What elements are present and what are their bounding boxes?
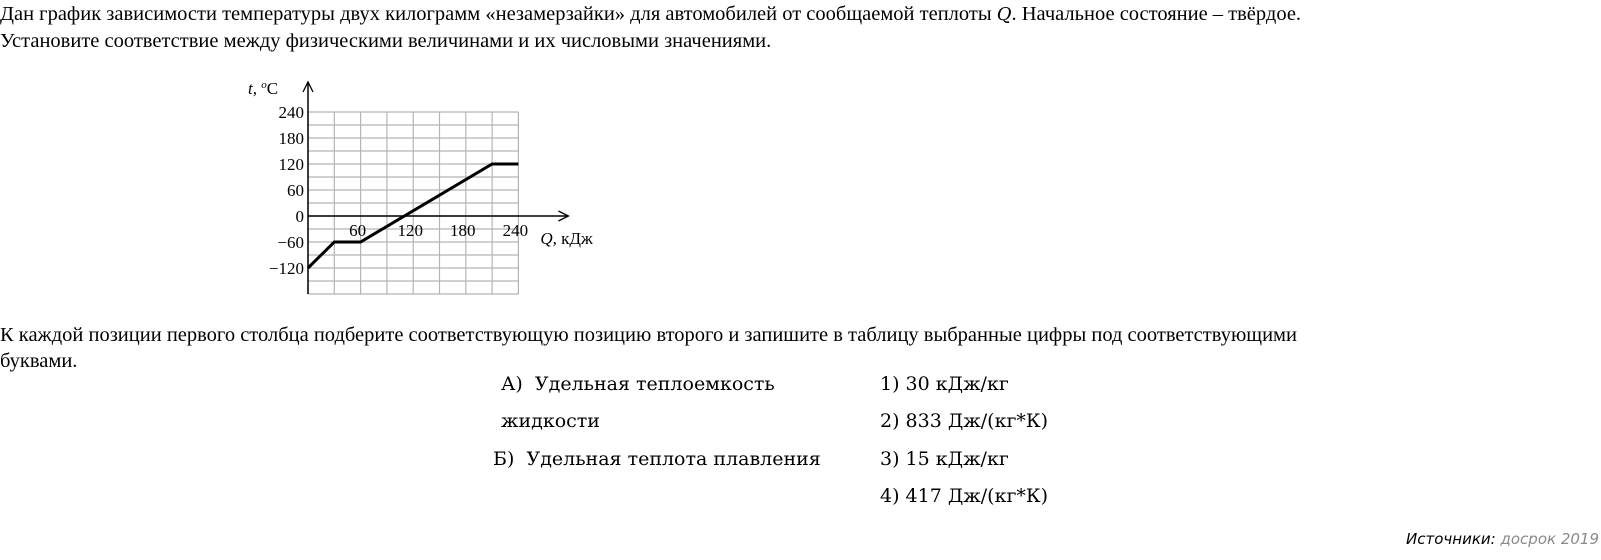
source-label: Источники:	[1406, 530, 1496, 548]
quantity-b-text: Удельная теплота плавления	[526, 448, 821, 470]
statement-line-2: Установите соответствие между физическими величинами и их числовыми значениями.	[0, 30, 772, 52]
x-axis-label: Q, кДж	[540, 229, 593, 248]
x-tick-label: 120	[397, 221, 423, 240]
quantity-b	[493, 447, 821, 471]
instruction-line-2: буквами.	[0, 350, 78, 372]
source-link[interactable]: досрок 2019	[1500, 530, 1599, 548]
option-1: 1) 30 кДж/кг	[880, 373, 1009, 395]
statement-line-1	[0, 1, 1301, 28]
y-tick-label: 240	[278, 103, 304, 122]
instruction	[0, 322, 1297, 374]
x-tick-label: 240	[502, 221, 529, 240]
y-tick-label: −60	[277, 233, 304, 252]
option-3: 3) 15 кДж/кг	[880, 448, 1009, 470]
instruction-line-1: К каждой позиции первого столбца подберите соответствующую позицию второго и запишите в таблицу выбранные цифры под соответствующими	[0, 324, 1297, 346]
statement-text: Дан график зависимости температуры двух килограмм «незамерзайки» для автомобилей от сообщаемой теплоты	[0, 3, 997, 25]
quantity-a	[501, 372, 775, 396]
y-axis-label: t, $^o$C	[248, 79, 279, 98]
quantity-a-text: Удельная теплоемкость	[534, 373, 775, 395]
y-tick-label: −120	[268, 259, 304, 278]
x-tick-label: 60	[349, 221, 367, 240]
quantity-b-letter: Б)	[493, 448, 515, 470]
chart-svg	[240, 72, 620, 307]
option-2: 2) 833 Дж/(кг*К)	[880, 410, 1049, 432]
q-symbol: Q	[996, 4, 1012, 25]
source-note	[1406, 530, 1599, 548]
problem-statement	[0, 1, 1301, 54]
quantity-a-letter: А)	[501, 373, 523, 395]
y-tick-label: 180	[278, 129, 304, 148]
statement-text-end: . Начальное состояние – твёрдое.	[1011, 3, 1302, 25]
option-4: 4) 417 Дж/(кг*К)	[880, 485, 1049, 507]
y-tick-label: 0	[295, 207, 304, 226]
x-tick-label: 180	[450, 221, 476, 240]
y-tick-label: 120	[278, 155, 304, 174]
quantity-a-cont: жидкости	[501, 410, 600, 432]
y-tick-label: 60	[287, 181, 304, 200]
temperature-heat-chart	[240, 72, 620, 312]
